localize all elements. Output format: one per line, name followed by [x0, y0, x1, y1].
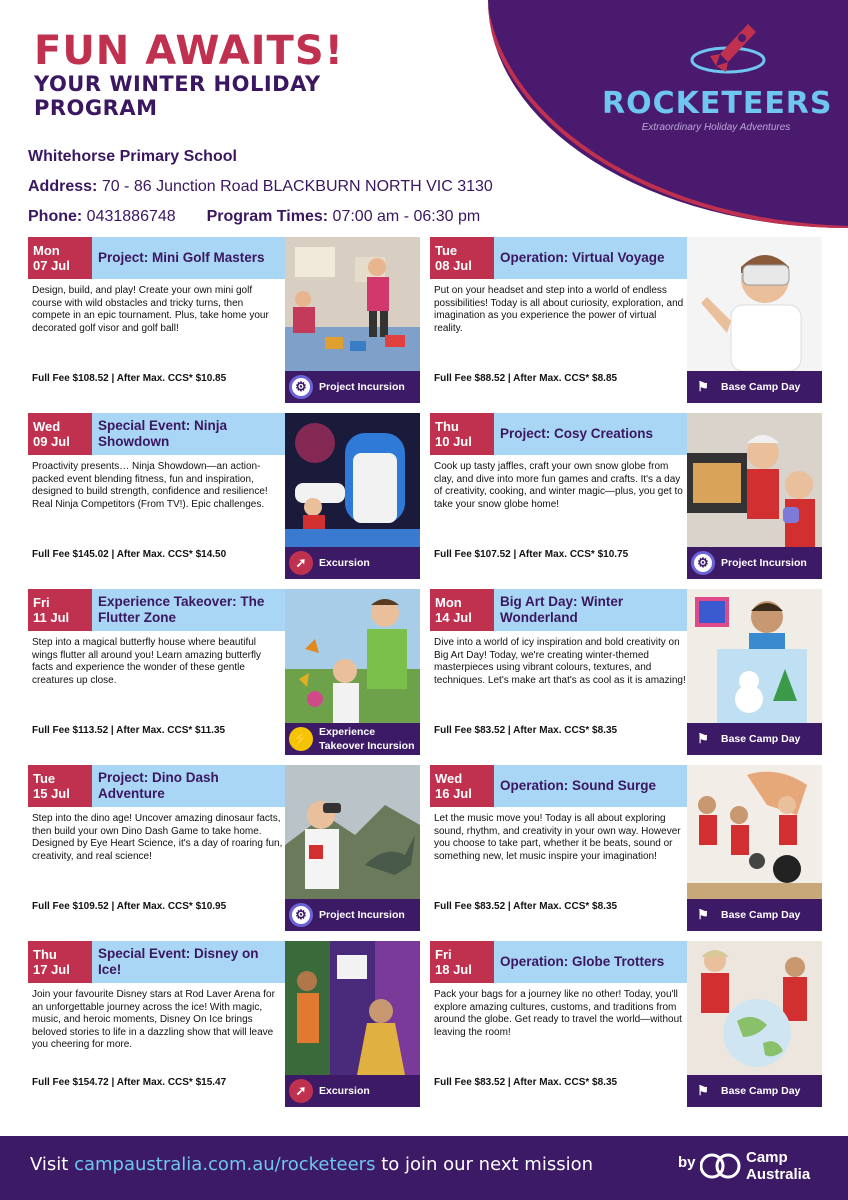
- rocket-logo-icon: [690, 20, 766, 90]
- address-line: [28, 178, 493, 196]
- activity-title: Special Event: Disney on Ice!: [92, 941, 285, 983]
- activity-type-bar: [285, 547, 420, 579]
- activity-fee: Full Fee $83.52 | After Max. CCS* $8.35: [434, 1077, 618, 1088]
- activity-title: Project: Cosy Creations: [494, 413, 687, 455]
- activity-fee: Full Fee $109.52 | After Max. CCS* $10.95: [32, 901, 227, 912]
- phone-value: 0431886748: [86, 208, 176, 225]
- phone-label: Phone:: [28, 208, 83, 225]
- activity-fee: Full Fee $113.52 | After Max. CCS* $11.35: [32, 725, 226, 736]
- gear-icon: ⚙: [289, 375, 313, 399]
- activity-title: Special Event: Ninja Showdown: [92, 413, 285, 455]
- activity-type: Base Camp Day: [721, 909, 801, 921]
- day-name: Fri: [33, 595, 50, 610]
- flag-icon: ⚑: [697, 731, 709, 746]
- day-date: 18 Jul: [435, 962, 472, 977]
- day-date: 08 Jul: [435, 258, 472, 273]
- flag-icon: ⚑: [697, 907, 709, 922]
- footer-call-to-action: [30, 1154, 593, 1175]
- phone-line: [28, 208, 480, 226]
- date-box: [28, 589, 92, 631]
- date-box: [28, 765, 92, 807]
- day-name: Wed: [435, 771, 463, 786]
- day-date: 17 Jul: [33, 962, 70, 977]
- activity-title: Operation: Globe Trotters: [494, 941, 687, 983]
- rocket-icon: ➚: [289, 551, 313, 575]
- activity-description: Cook up tasty jaffles, craft your own snow globe from clay, and dive into more fun games and crafts. It's a day of creativity, cooking, and winter magic—plus, you get to take your snow globe home!: [434, 461, 683, 510]
- activity-title: Operation: Virtual Voyage: [494, 237, 687, 279]
- address-value: 70 - 86 Junction Road BLACKBURN NORTH VIC 3130: [101, 178, 493, 195]
- activity-type: Project Incursion: [319, 381, 405, 393]
- partner-name-line2: Australia: [746, 1166, 811, 1183]
- activity-title: Operation: Sound Surge: [494, 765, 687, 807]
- program-times-value: 07:00 am - 06:30 pm: [332, 208, 481, 225]
- activity-description: Pack your bags for a journey like no other! Today, you'll explore amazing cultures, customs, and traditions from around the globe. Get ready to travel the world—without leaving the room!: [434, 989, 682, 1038]
- gear-icon: ⚙: [691, 551, 715, 575]
- activity-type-bar: [687, 547, 822, 579]
- day-name: Thu: [33, 947, 57, 962]
- visit-prefix: Visit: [30, 1154, 69, 1175]
- day-date: 09 Jul: [33, 434, 70, 449]
- lightning-icon: ⚡: [289, 727, 313, 751]
- page-subtitle: YOUR WINTER HOLIDAY PROGRAM: [34, 72, 321, 120]
- activity-fee: Full Fee $83.52 | After Max. CCS* $8.35: [434, 725, 618, 736]
- day-name: Mon: [435, 595, 462, 610]
- activity-type-bar: [285, 899, 420, 931]
- activity-photo: [285, 413, 420, 547]
- activity-fee: Full Fee $154.72 | After Max. CCS* $15.47: [32, 1077, 227, 1088]
- activity-photo: [285, 941, 420, 1075]
- activity-title: Project: Dino Dash Adventure: [92, 765, 285, 807]
- by-label: by: [678, 1154, 696, 1171]
- activity-photo: [687, 413, 822, 547]
- day-name: Fri: [435, 947, 452, 962]
- activity-description: Dive into a world of icy inspiration and bold creativity on Big Art Day! Today, we're creating winter-themed masterpieces using vibrant colours, textures, and techniques. Let's make art that's as cool as it is amazing!: [434, 637, 686, 686]
- activity-type-bar: [285, 723, 420, 755]
- day-date: 15 Jul: [33, 786, 70, 801]
- activity-type-bar: [285, 1075, 420, 1107]
- day-name: Tue: [33, 771, 56, 786]
- activity-description: Join your favourite Disney stars at Rod Laver Arena for an unforgettable journey across the ice! With magic, music, and heroic moments, Disney On Ice brings beloved stories to life in a dazzling show that will leave you cheering for more.: [32, 989, 275, 1050]
- day-card: [28, 941, 420, 1107]
- activity-description: Design, build, and play! Create your own mini golf course with wild obstacles and tricky turns, then compete in an epic tournament. Plus, take home your decorated golf visor and golf ball!: [32, 285, 269, 334]
- date-box: [430, 413, 494, 455]
- address-label: Address:: [28, 178, 98, 195]
- date-box: [430, 589, 494, 631]
- activity-fee: Full Fee $88.52 | After Max. CCS* $8.85: [434, 373, 618, 384]
- date-box: [28, 941, 92, 983]
- activity-type: Project Incursion: [721, 557, 807, 569]
- day-card: [430, 237, 822, 403]
- activity-photo: [285, 765, 420, 899]
- activity-type: Base Camp Day: [721, 1085, 801, 1097]
- school-name: Whitehorse Primary School: [28, 148, 237, 165]
- activity-description: Step into the dino age! Uncover amazing dinosaur facts, then build your own Dino Dash Game to take home. Designed by Eye Heart Science, it's a day of roaring fun, creativity, and real science!: [32, 813, 283, 862]
- activity-title: Project: Mini Golf Masters: [92, 237, 285, 279]
- activity-fee: Full Fee $145.02 | After Max. CCS* $14.50: [32, 549, 227, 560]
- activity-title: Experience Takeover: The Flutter Zone: [92, 589, 285, 631]
- day-date: 07 Jul: [33, 258, 70, 273]
- activity-title: Big Art Day: Winter Wonderland: [494, 589, 687, 631]
- day-date: 11 Jul: [33, 610, 70, 625]
- day-card: [28, 589, 420, 755]
- day-card: [430, 941, 822, 1107]
- brand-tagline: Extraordinary Holiday Adventures: [641, 122, 791, 133]
- activity-type-bar: [687, 1075, 822, 1107]
- activity-description: Step into a magical butterfly house where beautiful wings flutter all around you! Learn amazing butterfly facts and experience the wonder of these gentle creatures up close.: [32, 637, 262, 686]
- activity-photo: [285, 589, 420, 723]
- day-card: [28, 237, 420, 403]
- brand-name: ROCKETEERS: [602, 86, 833, 121]
- rocket-icon: ➚: [289, 1079, 313, 1103]
- day-card: [430, 413, 822, 579]
- activity-type: Base Camp Day: [721, 381, 801, 393]
- visit-suffix: to join our next mission: [381, 1154, 593, 1175]
- activity-type: Excursion: [319, 1085, 370, 1097]
- day-name: Mon: [33, 243, 60, 258]
- day-name: Wed: [33, 419, 61, 434]
- activity-type: Excursion: [319, 557, 370, 569]
- activity-photo: [687, 765, 822, 899]
- day-card: [28, 413, 420, 579]
- activity-type-bar: [687, 371, 822, 403]
- flag-icon: ⚑: [697, 379, 709, 394]
- activity-type: Project Incursion: [319, 909, 405, 921]
- day-card: [28, 765, 420, 931]
- activity-type-bar: [687, 723, 822, 755]
- activity-photo: [687, 589, 822, 723]
- date-box: [28, 237, 92, 279]
- footer-bar: [0, 1136, 848, 1200]
- website-link[interactable]: campaustralia.com.au/rocketeers: [74, 1154, 376, 1175]
- page-title: FUN AWAITS!: [34, 28, 344, 74]
- camp-australia-logo-icon: [700, 1150, 742, 1182]
- date-box: [430, 237, 494, 279]
- partner-name: [746, 1149, 810, 1183]
- gear-icon: ⚙: [289, 903, 313, 927]
- day-name: Tue: [435, 243, 458, 258]
- partner-name-line1: Camp: [746, 1149, 788, 1166]
- activity-type: Base Camp Day: [721, 733, 801, 745]
- date-box: [430, 765, 494, 807]
- date-box: [28, 413, 92, 455]
- date-box: [430, 941, 494, 983]
- day-date: 14 Jul: [435, 610, 472, 625]
- activity-fee: Full Fee $108.52 | After Max. CCS* $10.85: [32, 373, 227, 384]
- activity-type-bar: [285, 371, 420, 403]
- day-card: [430, 765, 822, 931]
- activity-photo: [687, 941, 822, 1075]
- day-name: Thu: [435, 419, 459, 434]
- activity-description: Put on your headset and step into a world of endless possibilities! Today is all about curiosity, exploration, and imagination as you experience the power of virtual reality.: [434, 285, 684, 334]
- activity-description: Let the music move you! Today is all about exploring sound, rhythm, and creativity in your own way. However you choose to take part, whether it be beats, sound or something new, let music inspire your imagination!: [434, 813, 681, 862]
- activity-photo: [285, 237, 420, 371]
- day-date: 10 Jul: [435, 434, 472, 449]
- day-date: 16 Jul: [435, 786, 472, 801]
- activity-type-bar: [687, 899, 822, 931]
- day-card: [430, 589, 822, 755]
- activity-fee: Full Fee $107.52 | After Max. CCS* $10.75: [434, 549, 629, 560]
- activity-photo: [687, 237, 822, 371]
- activity-description: Proactivity presents… Ninja Showdown—an action-packed event blending fitness, fun and inspiration, designed to build strength, confidence and resilience! Real Ninja Competitors (From TV!). Epic challenges.: [32, 461, 268, 510]
- activity-fee: Full Fee $83.52 | After Max. CCS* $8.35: [434, 901, 618, 912]
- program-times-label: Program Times:: [206, 208, 329, 225]
- flag-icon: ⚑: [697, 1083, 709, 1098]
- activity-type: Experience Takeover Incursion: [319, 726, 415, 752]
